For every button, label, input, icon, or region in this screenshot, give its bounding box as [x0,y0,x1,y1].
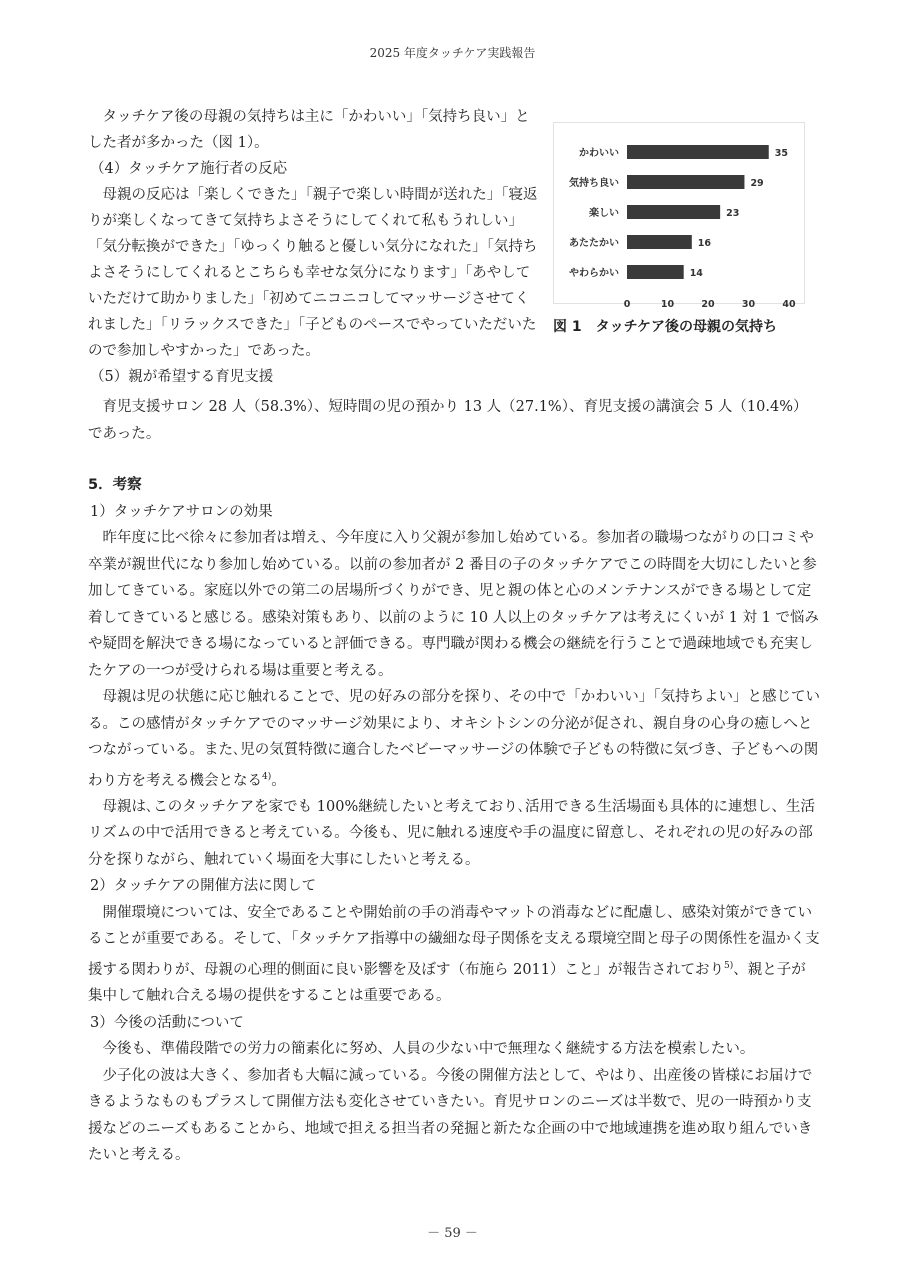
reference-4: 4) [262,771,272,782]
discussion-paragraph-2-end: 。 [271,772,286,789]
subheading-salon-effect: 1）タッチケアサロンの効果 [90,503,273,520]
data-label: 14 [689,268,703,279]
bar [627,235,692,249]
subheading-operator-response: （4）タッチケア施行者の反応 [90,161,288,177]
result-paragraph-feelings: タッチケア後の母親の気持ちは主に「かわいい」「気持ち良い」とした者が多かった（図 1）。 [88,109,530,151]
figure-1-chart [553,122,805,310]
subheading-future-activities: 3）今後の活動について [90,1014,244,1031]
bar [627,175,744,189]
page-number: － 59 － [427,1226,478,1241]
data-label: 23 [726,208,740,219]
support-paragraph-block [88,394,820,447]
discussion-paragraph-3: 母親は､このタッチケアを家でも 100%継続したいと考えており､活用できる生活場面も具体的に連想し、生活リズムの中で活用できると考えている。今後も、児に触れる速度や手の温度に留意し、それぞれの児の好みの部分を探りながら、触れていく場面を大事にしたいと考える。 [88,798,815,868]
running-header: 2025 年度タッチケア実践報告 [369,46,536,60]
discussion-paragraph-5: 今後も、準備段階での労力の簡素化に努め、人員の少ない中で無理なく継続する方法を模索したい。 [102,1041,755,1058]
x-tick-label: 20 [701,299,715,310]
discussion-paragraph-4 [88,900,820,1010]
x-tick-label: 40 [782,299,796,310]
subheading-holding-method: 2）タッチケアの開催方法に関して [90,878,317,895]
category-label: あたたかい [569,238,619,249]
result-paragraph-reactions: 母親の反応は「楽しくできた」「親子で楽しい時間が送れた」「寝返りが楽しくなってきて気持ちよさそうにしてくれて私もうれしい」「気分転換ができた」「ゆっくり触ると優しい気分になれた」「気持ちよさそうにしてくれるとこちらも幸せな気分になります」「あやしていただけて助かりました」「初めてニコニコしてマッサージさせてくれました」「リラックスできた」「子どものペースでやっていただいたので参加しやすかった」であった。 [88,187,538,359]
discussion-paragraph-4-end: 、親と子が集中して触れ合える場の提供をすることは重要である。 [88,961,806,1005]
bar [627,145,769,159]
support-paragraph: 育児支援サロン 28 人（58.3%）、短時間の児の預かり 13 人（27.1%）、育児支援の講演会 5 人（10.4%）であった。 [88,399,808,442]
figure-1-caption: 図 1 タッチケア後の母親の気持ち [553,319,778,335]
x-tick-label: 10 [660,299,675,310]
reference-5: 5) [724,960,734,971]
bar-chart-svg [554,123,804,310]
discussion-paragraph-2-text: 母親は児の状態に応じ触れることで、児の好みの部分を探り、その中で「かわいい」「気持ちよい」と感じている。この感情がタッチケアでのマッサージ効果により、オキシトシンの分泌が促され、親自身の心身の癒しへとつながっている。また､児の気質特徴に適合したベビーマッサージの体験で子どもの特徴に気づき、子どもへの関わり方を考える機会となる [88,689,820,789]
discussion-paragraph-4-text: 開催環境については、安全であることや開始前の手の消毒やマットの消毒などに配慮し、感染対策ができていることが重要である。そして､「タッチケア指導中の繊細な母子関係を支える環境空間と母子の関係性を温かく支援する関わりが、母親の心理的側面に良い影響を及ぼす（布施ら 2011）こと」が報告されており [88,904,820,978]
x-tick-label: 30 [741,299,756,310]
discussion-section [88,472,820,1169]
results-column [88,104,540,390]
data-label: 16 [697,238,712,249]
category-label: 気持ち良い [569,178,619,189]
category-label: 楽しい [589,208,619,219]
category-label: かわいい [579,148,619,159]
category-label: やわらかい [569,268,619,279]
discussion-paragraph-1: 昨年度に比べ徐々に参加者は増え、今年度に入り父親が参加し始めている。参加者の職場つながりの口コミや卒業が親世代になり参加し始めている。以前の参加者が 2 番目の子のタッチケアでこの時間を大切にしたいと参加してきている。家庭以外での第二の居場所づくりができ、児と親の体と心のメンテナンスができる場として定着してきていると感じる。感染対策もあり、以前のように 10 人以上のタッチケアは考えにくいが 1 対 1 で悩みや疑問を解決できる場になっていると評価できる。専門職が関わる機会の継続を行うことで過疎地域でも充実したケアの一つが受けられる場は重要と考える。 [88,530,819,679]
data-label: 35 [774,148,788,159]
discussion-paragraph-2 [88,684,820,794]
data-label: 29 [750,178,764,189]
bar [627,205,720,219]
subheading-desired-support: （5）親が希望する育児支援 [90,369,274,385]
x-tick-label: 0 [623,299,631,310]
bar [627,265,684,279]
discussion-paragraph-6: 少子化の波は大きく、参加者も大幅に減っている。今後の開催方法として、やはり、出産後の皆様にお届けできるようなものもプラスして開催方法も変化させていきたい。育児サロンのニーズは半数で、児の一時預かり支援などのニーズもあることから、地域で担える担当者の発掘と新たな企画の中で地域連携を進め取り組んでいきたいと考える。 [88,1067,813,1164]
section-5-title: 5．考察 [88,477,142,493]
